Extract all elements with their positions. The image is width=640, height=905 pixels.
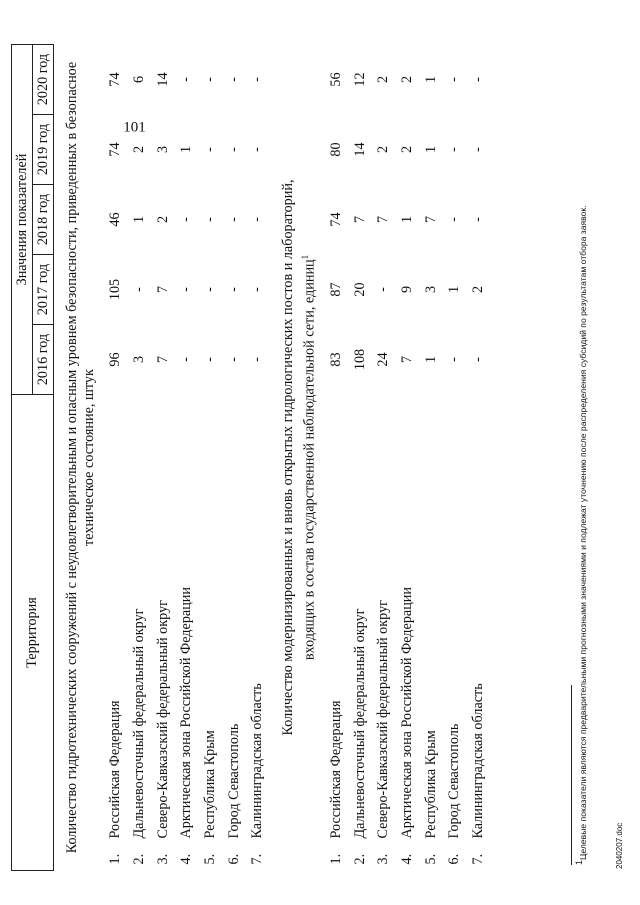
value-cell: - [249, 147, 266, 152]
value-cell: 1 [422, 75, 439, 84]
value-cell: - [178, 217, 195, 222]
value-cell: 3 [131, 355, 148, 364]
value-cell: 7 [154, 285, 171, 294]
row-number: 2. [351, 853, 368, 865]
footnote [574, 25, 588, 865]
territory-name: Арктическая зона Российской Федерации [398, 587, 415, 839]
territory-name: Арктическая зона Российской Федерации [178, 587, 195, 839]
value-cell: - [225, 217, 242, 222]
value-cell: 7 [398, 355, 415, 364]
table-row [325, 45, 349, 871]
value-cell: 3 [154, 145, 171, 154]
table-row [151, 45, 175, 871]
value-cell: 7 [351, 215, 368, 224]
value-cell: 14 [154, 72, 171, 87]
value-cell: - [470, 77, 487, 82]
value-cell: - [225, 147, 242, 152]
value-cell: 74 [107, 72, 124, 87]
value-cell: 83 [327, 352, 344, 367]
value-cell: - [225, 77, 242, 82]
row-number: 4. [178, 853, 195, 865]
value-cell: 14 [351, 142, 368, 157]
table-row [222, 45, 246, 871]
footnote-text: Целевые показатели являются предварительными прогнозными значениями и подлежат уточнению после распределения субсидий по результатам отбора заявок. [577, 205, 588, 860]
territory-name: Республика Крым [202, 730, 219, 839]
page-number: 101 [123, 119, 146, 136]
value-cell: 2 [131, 145, 148, 154]
values-group-header: Значения показателей [12, 45, 33, 395]
territory-header: Территория [12, 395, 54, 871]
footnote-mark: 1 [574, 859, 584, 865]
table-row [419, 45, 443, 871]
value-cell: 108 [351, 348, 368, 371]
footnote-divider [571, 685, 572, 865]
value-cell: - [225, 357, 242, 362]
row-number: 1. [107, 853, 124, 865]
row-number: 6. [225, 853, 242, 865]
value-cell: 1 [422, 145, 439, 154]
territory-name: Северо-Кавказский федеральный округ [154, 600, 171, 839]
value-cell: 2 [154, 215, 171, 224]
table-row [396, 45, 420, 871]
value-cell: - [178, 357, 195, 362]
footnote-marker: 1 [299, 254, 310, 260]
value-cell: - [470, 147, 487, 152]
value-cell: 74 [327, 212, 344, 227]
value-cell: 7 [375, 215, 392, 224]
row-number: 7. [249, 853, 266, 865]
value-cell: - [249, 217, 266, 222]
section-title: Количество гидротехнических сооружений с неудовлетворительным и опасным уровнем безопасности, приведенных в безопасное техническое состояние, штук [64, 61, 97, 854]
table-row [128, 45, 152, 871]
value-cell: 6 [131, 75, 148, 84]
value-cell: - [202, 217, 219, 222]
value-cell: - [470, 217, 487, 222]
value-cell: 1 [178, 145, 195, 154]
value-cell: - [249, 287, 266, 292]
year-header: 2019 год [33, 115, 54, 185]
year-header: 2017 год [33, 255, 54, 325]
value-cell: - [249, 77, 266, 82]
indicators-table [11, 44, 490, 871]
value-cell: - [202, 147, 219, 152]
value-cell: 1 [131, 215, 148, 224]
value-cell: 87 [327, 282, 344, 297]
value-cell: - [446, 217, 463, 222]
row-number: 1. [327, 853, 344, 865]
table-row [175, 45, 199, 871]
territory-name: Город Севастополь [225, 723, 242, 839]
value-cell: 2 [398, 145, 415, 154]
value-cell: 3 [422, 285, 439, 294]
value-cell: - [225, 287, 242, 292]
value-cell: 1 [446, 285, 463, 294]
value-cell: 46 [107, 212, 124, 227]
value-cell: - [131, 287, 148, 292]
territory-name: Российская Федерация [327, 700, 344, 839]
value-cell: 80 [327, 142, 344, 157]
value-cell: - [178, 77, 195, 82]
territory-name: Российская Федерация [107, 700, 124, 839]
row-number: 3. [375, 853, 392, 865]
value-cell: - [249, 357, 266, 362]
value-cell: - [202, 287, 219, 292]
value-cell: 9 [398, 285, 415, 294]
territory-name: Северо-Кавказский федеральный округ [375, 600, 392, 839]
value-cell: 1 [422, 355, 439, 364]
table-row [443, 45, 467, 871]
value-cell: - [446, 147, 463, 152]
table-row [372, 45, 396, 871]
territory-name: Город Севастополь [446, 723, 463, 839]
table-row [246, 45, 270, 871]
value-cell: 2 [470, 285, 487, 294]
value-cell: 56 [327, 72, 344, 87]
value-cell: 74 [107, 142, 124, 157]
territory-name: Дальневосточный федеральный округ [351, 608, 368, 839]
table-row [467, 45, 491, 871]
value-cell: - [178, 287, 195, 292]
value-cell: - [446, 77, 463, 82]
value-cell: 12 [351, 72, 368, 87]
row-number: 3. [154, 853, 171, 865]
territory-name: Калининградская область [470, 683, 487, 839]
territory-name: Республика Крым [422, 730, 439, 839]
value-cell: 1 [398, 215, 415, 224]
year-header: 2018 год [33, 185, 54, 255]
year-header: 2020 год [33, 45, 54, 115]
table-row [199, 45, 223, 871]
table-row [348, 45, 372, 871]
section-title: Количество модернизированных и вновь открытых гидрологических постов и лабораторий, входящих в состав государственной наблюдательной сети, единиц$^1$ [279, 179, 318, 736]
value-cell: 2 [375, 145, 392, 154]
value-cell: - [202, 77, 219, 82]
value-cell: - [202, 357, 219, 362]
row-number: 6. [446, 853, 463, 865]
row-number: 5. [422, 853, 439, 865]
value-cell: - [446, 357, 463, 362]
table-row [104, 45, 128, 871]
value-cell: 96 [107, 352, 124, 367]
value-cell: 2 [375, 75, 392, 84]
value-cell: 24 [375, 352, 392, 367]
value-cell: 105 [107, 278, 124, 301]
value-cell: - [375, 287, 392, 292]
territory-name: Дальневосточный федеральный округ [131, 608, 148, 839]
document-reference: 2040207.doc [615, 822, 624, 869]
row-number: 7. [470, 853, 487, 865]
value-cell: 2 [398, 75, 415, 84]
row-number: 2. [131, 853, 148, 865]
value-cell: 20 [351, 282, 368, 297]
year-header: 2016 год [33, 325, 54, 395]
territory-name: Калининградская область [249, 683, 266, 839]
value-cell: - [470, 357, 487, 362]
value-cell: 7 [154, 355, 171, 364]
row-number: 4. [398, 853, 415, 865]
row-number: 5. [202, 853, 219, 865]
value-cell: 7 [422, 215, 439, 224]
